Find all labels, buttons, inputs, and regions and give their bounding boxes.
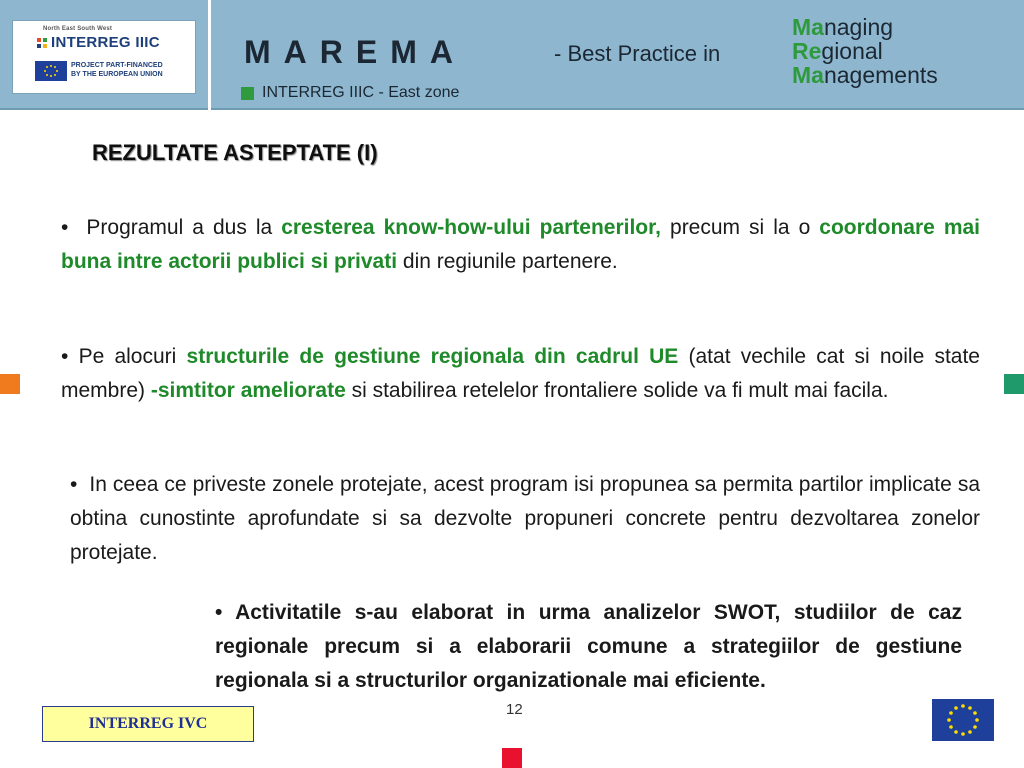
slide-title: REZULTATE ASTEPTATE (I) <box>92 140 378 165</box>
project-title: MAREMA <box>244 34 466 70</box>
project-subtitle: - Best Practice in <box>554 41 721 66</box>
zone-text: INTERREG IIIC - East zone <box>262 84 460 101</box>
bullet-marker: • <box>215 601 223 624</box>
interreg-iiic-logo <box>12 20 196 94</box>
logo-funding-line1: PROJECT PART-FINANCED <box>71 62 163 69</box>
eu-flag-small-icon <box>35 61 67 81</box>
highlight-text: structurile de gestiune regionala din cadrul UE <box>186 345 679 368</box>
bullet-paragraph-4: • Activitatile s-au elaborat in urma analizelor SWOT, studiilor de caz regionale precum si a elaborarii comune a strategiilor de gestiune regionala si a structurilor organizationale mai eficiente. <box>215 601 962 692</box>
teal-square-decoration <box>1004 374 1024 394</box>
header-divider <box>208 0 211 110</box>
orange-square-decoration <box>0 374 20 394</box>
logo-main-text: INTERREG IIIC <box>51 34 160 51</box>
bullet-marker: • <box>61 216 69 239</box>
header-banner <box>0 0 1024 110</box>
bullet-paragraph-1: • Programul a dus la cresterea know-how-ului partenerilor, precum si la o coordonare mai buna intre actorii publici si privati din regiunile partenere. <box>61 216 981 273</box>
red-square-decoration <box>502 748 522 768</box>
interreg-dots-icon <box>37 38 47 48</box>
bullet-marker: • <box>70 473 78 496</box>
project-name-line3: Managements <box>792 62 938 88</box>
highlight-text: -simtitor ameliorate <box>150 379 346 402</box>
bullet-paragraph-3: • In ceea ce priveste zonele protejate, acest program isi propunea sa permita partilor implicate sa obtina cunostinte aprofundate si sa dezvolte propuneri concrete pentru dezvoltarea zonelor protejate. <box>70 473 980 564</box>
logo-small-text: North East South West <box>43 26 113 32</box>
interreg-ivc-label: INTERREG IVC <box>88 715 208 732</box>
project-name-line2: Regional <box>792 38 883 64</box>
bullet-paragraph-2: • Pe alocuri structurile de gestiune regionala din cadrul UE (atat vechile cat si noile state membre) -simtitor ameliorate si stabilirea retelelor frontaliere solide va fi mult mai facila. <box>61 345 980 402</box>
green-square-icon <box>241 87 254 100</box>
eu-flag-icon <box>932 699 994 741</box>
bullet-marker: • <box>61 345 69 368</box>
interreg-ivc-badge <box>42 706 254 742</box>
page-number: 12 <box>506 701 523 718</box>
project-name-line1: Managing <box>792 14 894 40</box>
highlight-text: cresterea know-how-ului partenerilor, <box>281 216 661 239</box>
project-name-block <box>792 15 938 87</box>
logo-funding-line2: BY THE EUROPEAN UNION <box>71 71 163 78</box>
logo-funding-text <box>71 61 191 79</box>
highlight-text: coordonare mai buna intre actorii publici si privati <box>61 216 981 273</box>
zone-label <box>241 84 459 102</box>
